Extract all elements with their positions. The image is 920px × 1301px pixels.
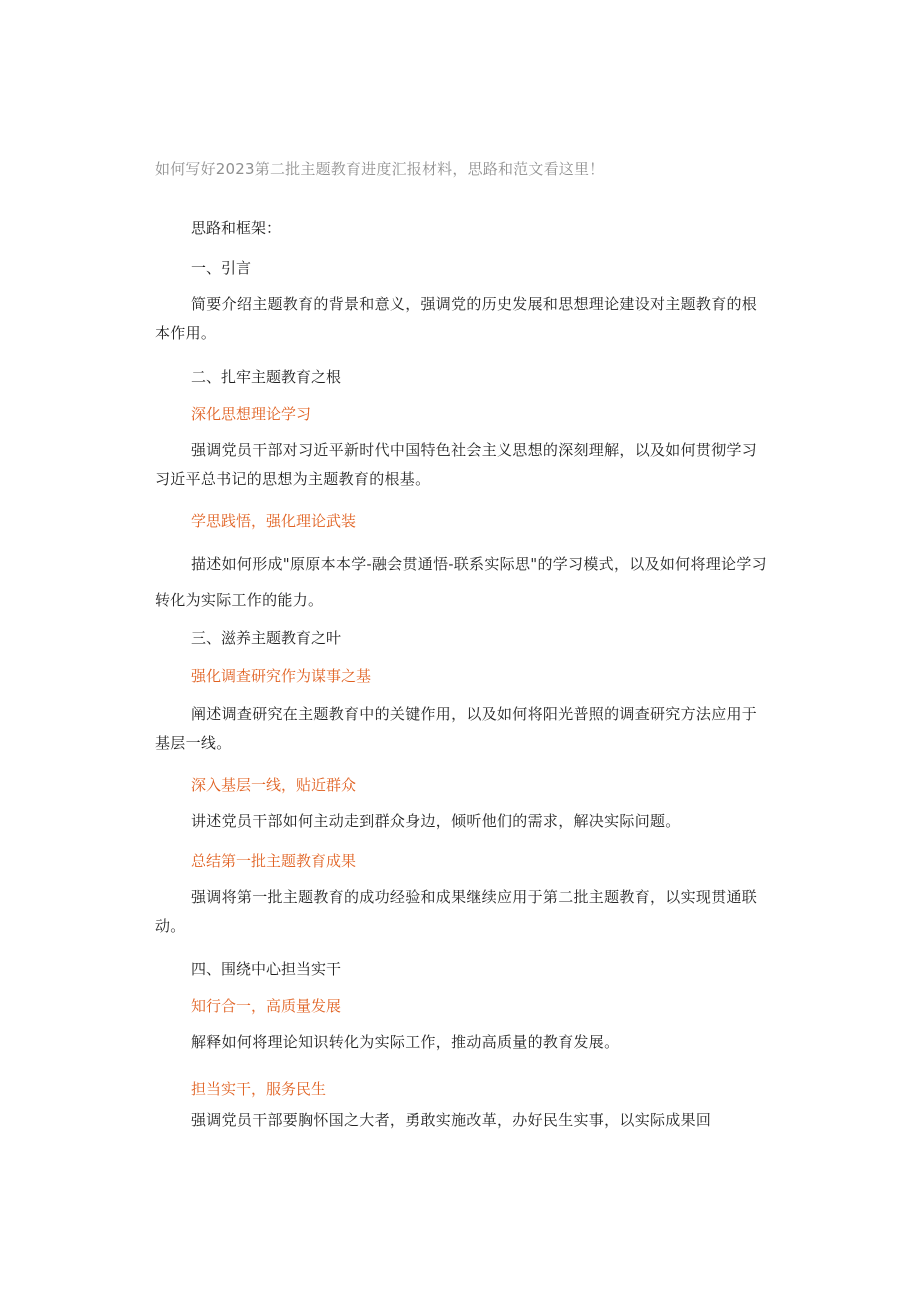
subheading-first-batch: 总结第一批主题教育成果 xyxy=(191,852,357,870)
paragraph-intro: 简要介绍主题教育的背景和意义，强调党的历史发展和思想理论建设对主题教育的根本作用。 xyxy=(155,295,758,342)
paragraph-serve-people: 强调党员干部要胸怀国之大者，勇敢实施改革，办好民生实事，以实际成果回 xyxy=(191,1111,712,1129)
paragraph-theory-study: 强调党员干部对习近平新时代中国特色社会主义思想的深刻理解，以及如何贯彻学习习近平总书记的思想为主题教育的根基。 xyxy=(155,441,758,488)
paragraph-grassroots: 讲述党员干部如何主动走到群众身边，倾听他们的需求，解决实际问题。 xyxy=(191,812,681,830)
section-heading-center: 四、围绕中心担当实干 xyxy=(191,960,342,978)
subheading-theory-study: 深化思想理论学习 xyxy=(191,405,312,423)
subheading-research: 强化调查研究作为谋事之基 xyxy=(191,667,372,685)
section-heading-leaf: 三、滋养主题教育之叶 xyxy=(191,629,342,647)
subheading-grassroots: 深入基层一线，贴近群众 xyxy=(191,776,357,794)
subheading-serve-people: 担当实干，服务民生 xyxy=(191,1080,327,1098)
paragraph-knowledge-action: 解释如何将理论知识转化为实际工作，推动高质量的教育发展。 xyxy=(191,1033,620,1051)
subheading-knowledge-action: 知行合一，高质量发展 xyxy=(191,997,342,1015)
paragraph-first-batch: 强调将第一批主题教育的成功经验和成果继续应用于第二批主题教育，以实现贯通联动。 xyxy=(155,888,758,935)
section-heading-intro: 一、引言 xyxy=(191,259,252,277)
paragraph-research: 阐述调查研究在主题教育中的关键作用，以及如何将阳光普照的调查研究方法应用于基层一线。 xyxy=(155,705,758,752)
section-heading-root: 二、扎牢主题教育之根 xyxy=(191,368,342,386)
framework-label: 思路和框架： xyxy=(191,219,282,237)
document-title: 如何写好2023第二批主题教育进度汇报材料，思路和范文看这里！ xyxy=(155,160,605,178)
paragraph-learning-practice: 描述如何形成"原原本本学-融会贯通悟-联系实际思"的学习模式，以及如何将理论学习转化为实际工作的能力。 xyxy=(155,555,767,609)
subheading-learning-practice: 学思践悟，强化理论武装 xyxy=(191,512,357,530)
